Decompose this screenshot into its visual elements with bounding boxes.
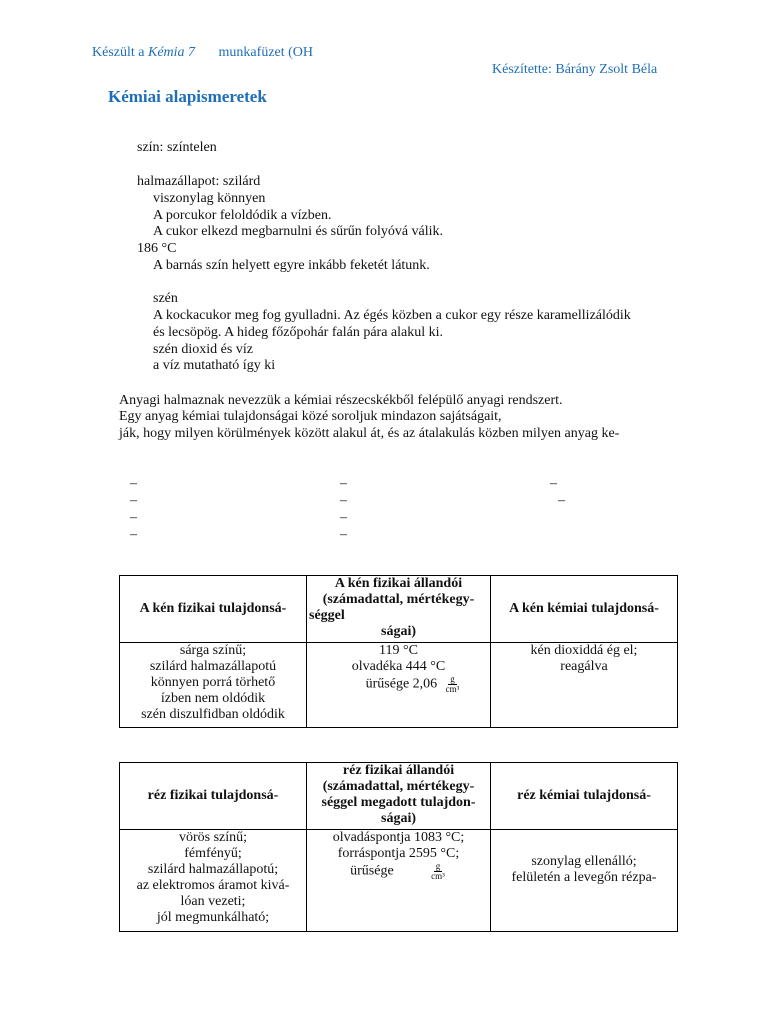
header-line: (számadattal, mértékegy- (322, 592, 475, 607)
text-line: szén dioxid és víz (153, 342, 253, 357)
table-header-constants (307, 576, 491, 643)
cell-line (309, 675, 488, 694)
paragraph-line: ják, hogy milyen körülmények között alakul át, és az átalakulás közben milyen anyag ke- (119, 426, 620, 441)
text-line: A kockacukor meg fog gyulladni. Az égés közben a cukor egy része karamellizálódik (153, 308, 631, 323)
dash-marker: – (558, 493, 565, 508)
sulfur-properties-table (119, 575, 678, 728)
table-header-physical: réz fizikai tulajdonsá- (120, 763, 307, 830)
dash-marker: – (130, 510, 137, 525)
table-cell-chemical (491, 643, 678, 728)
header-line: ságai) (381, 811, 416, 826)
table-cell-constants (307, 830, 491, 932)
table-cell-chemical (491, 830, 678, 932)
cell-line: szilárd halmazállapotú; (147, 862, 279, 877)
table-header-chemical: A kén kémiai tulajdonsá- (491, 576, 678, 643)
cell-line: szonylag ellenálló; (531, 854, 637, 869)
text-line: A cukor elkezd megbarnulni és sűrűn folyóvá válik. (153, 224, 444, 239)
header-line: ságai) (381, 624, 416, 639)
page-title: Kémiai alapismeretek (108, 87, 267, 106)
cell-line: olvadéka 444 °C (351, 659, 446, 674)
dash-marker: – (340, 476, 347, 491)
table-cell-constants (307, 643, 491, 728)
cell-line: kén dioxiddá ég el; (530, 643, 638, 658)
header-left (92, 44, 313, 61)
unit-numerator: g (435, 861, 441, 871)
cell-line: forráspontja 2595 °C; (337, 846, 460, 861)
dash-marker: – (340, 510, 347, 525)
header-left-prefix: Készült a (92, 45, 148, 60)
unit-fraction (444, 675, 462, 694)
cell-line: vörös színű; (178, 830, 248, 845)
cell-line (309, 862, 488, 881)
header-author: Készítette: Bárány Zsolt Béla (492, 62, 658, 77)
cell-line: az elektromos áramot kivá- (136, 878, 290, 893)
header-line: séggel (309, 608, 345, 623)
unit-denominator: cm³ (431, 871, 445, 881)
header-line: réz fizikai állandói (342, 763, 455, 778)
paragraph-line: Anyagi halmaznak nevezzük a kémiai részecskékből felépülő anyagi rendszert. (119, 393, 563, 408)
text-line: szén (153, 291, 178, 306)
table-cell-physical (120, 643, 307, 728)
dash-marker: – (130, 527, 137, 542)
cell-line: 119 °C (379, 643, 418, 658)
table-header-constants (307, 763, 491, 830)
dash-marker: – (130, 476, 137, 491)
copper-properties-table (119, 762, 678, 932)
text-line: halmazállapot: szilárd (137, 174, 261, 189)
text-line: és lecsöpög. A hideg főzőpohár falán pára alakul ki. (153, 325, 444, 340)
unit-denominator: cm³ (445, 684, 460, 694)
table-header-physical: A kén fizikai tulajdonsá- (120, 576, 307, 643)
cell-line: lóan vezeti; (180, 894, 246, 909)
table-cell-physical (120, 830, 307, 932)
cell-line: jól megmunkálható; (156, 910, 270, 925)
text-line: 186 °C (137, 241, 177, 256)
paragraph-line: Egy anyag kémiai tulajdonságai közé soroljuk mindazon sajátságait, (119, 409, 502, 424)
dash-marker: – (550, 476, 557, 491)
header-line: séggel megadott tulajdon- (321, 795, 476, 810)
header-left-suffix: munkafüzet (OH (218, 45, 314, 60)
text-line: A barnás szín helyett egyre inkább feketét látunk. (153, 258, 430, 273)
cell-line: szilárd halmazállapotú (149, 659, 277, 674)
cell-line: könnyen porrá törhető (150, 675, 276, 690)
header-line: A kén fizikai állandói (334, 576, 463, 591)
unit-fraction (429, 862, 447, 881)
header-line: (számadattal, mértékegy- (322, 779, 475, 794)
text-line: a víz mutatható így ki (153, 358, 276, 373)
cell-line: olvadáspontja 1083 °C; (332, 830, 465, 845)
header-book-title: Kémia 7 (147, 45, 196, 60)
text-line: viszonylag könnyen (153, 191, 266, 206)
dash-marker: – (340, 493, 347, 508)
cell-line: reagálva (560, 659, 608, 674)
cell-line: fémfényű; (184, 846, 242, 861)
dash-marker: – (340, 527, 347, 542)
cell-line: felületén a levegőn rézpa- (511, 870, 657, 885)
text-line: szín: színtelen (137, 140, 217, 155)
unit-numerator: g (450, 674, 455, 684)
text-line: A porcukor feloldódik a vízben. (153, 208, 332, 223)
density-label: ürűsége (350, 863, 394, 879)
dash-marker: – (130, 493, 137, 508)
cell-line: sárga színű; (179, 643, 247, 658)
density-label: ürűsége 2,06 (365, 676, 438, 692)
cell-line: szén diszulfidban oldódik (141, 707, 285, 722)
cell-line: ízben nem oldódik (160, 691, 266, 706)
table-header-chemical: réz kémiai tulajdonsá- (491, 763, 678, 830)
